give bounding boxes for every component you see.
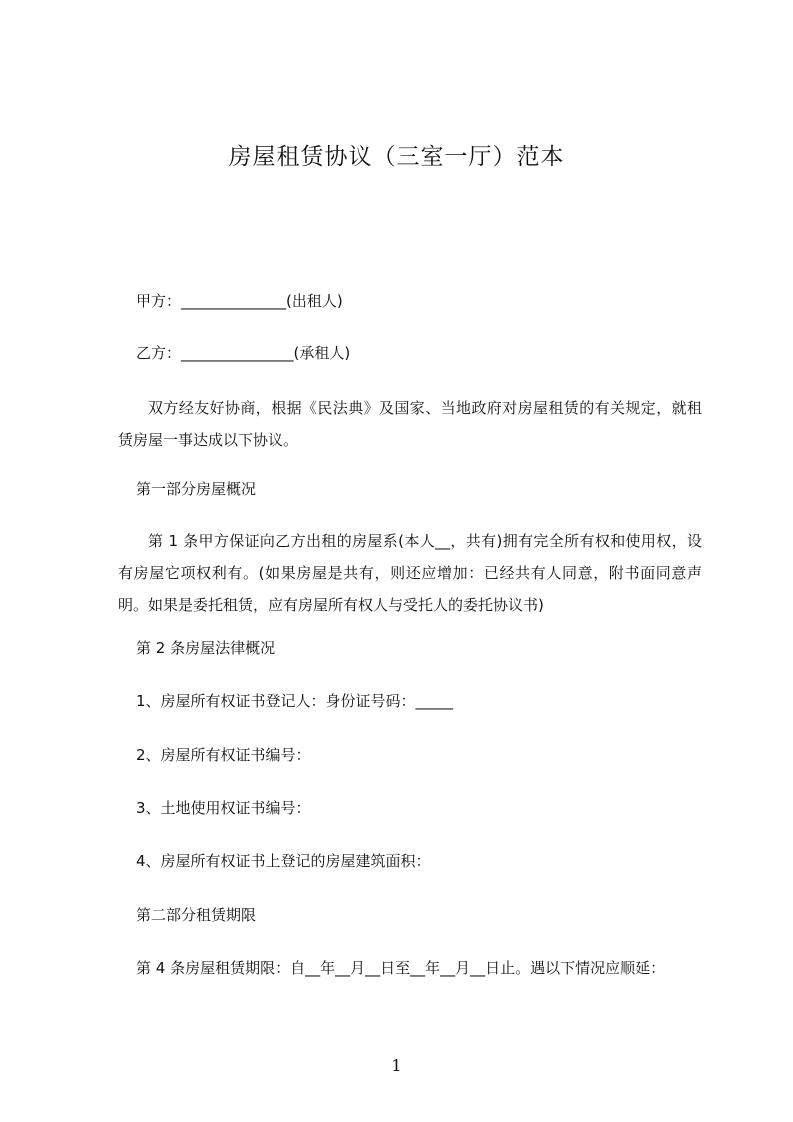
party-b-line: 乙方：_______________(承租人)	[136, 344, 351, 362]
list-item-2: 2、房屋所有权证书编号：	[136, 746, 311, 764]
list-item-1: 1、房屋所有权证书登记人：身份证号码：_____	[136, 692, 454, 710]
list-item-3: 3、土地使用权证书编号：	[136, 799, 311, 817]
article-1-paragraph: 第 1 条甲方保证向乙方出租的房屋系(本人__，共有)拥有完全所有权和使用权，设有房屋它项权利有。(如果房屋是共有，则还应增加：已经共有人同意，附书面同意声明。如果是委托租赁，应有房屋所有权人与受托人的委托协议书)	[118, 532, 702, 614]
part-2-heading: 第二部分租赁期限	[136, 906, 257, 924]
page-number: 1	[391, 1056, 402, 1075]
article-2-heading: 第 2 条房屋法律概况	[136, 639, 276, 657]
part-1-heading: 第一部分房屋概况	[136, 480, 257, 498]
article-4-line: 第 4 条房屋租赁期限：自__年__月__日至__年__月__日止。遇以下情况应顺延：	[136, 959, 666, 977]
document-title: 房屋租赁协议（三室一厅）范本	[228, 144, 565, 170]
list-item-4: 4、房屋所有权证书上登记的房屋建筑面积：	[136, 852, 431, 870]
intro-paragraph: 双方经友好协商，根据《民法典》及国家、当地政府对房屋租赁的有关规定，就租赁房屋一事达成以下协议。	[118, 399, 702, 449]
party-a-line: 甲方：______________(出租人)	[136, 292, 343, 310]
